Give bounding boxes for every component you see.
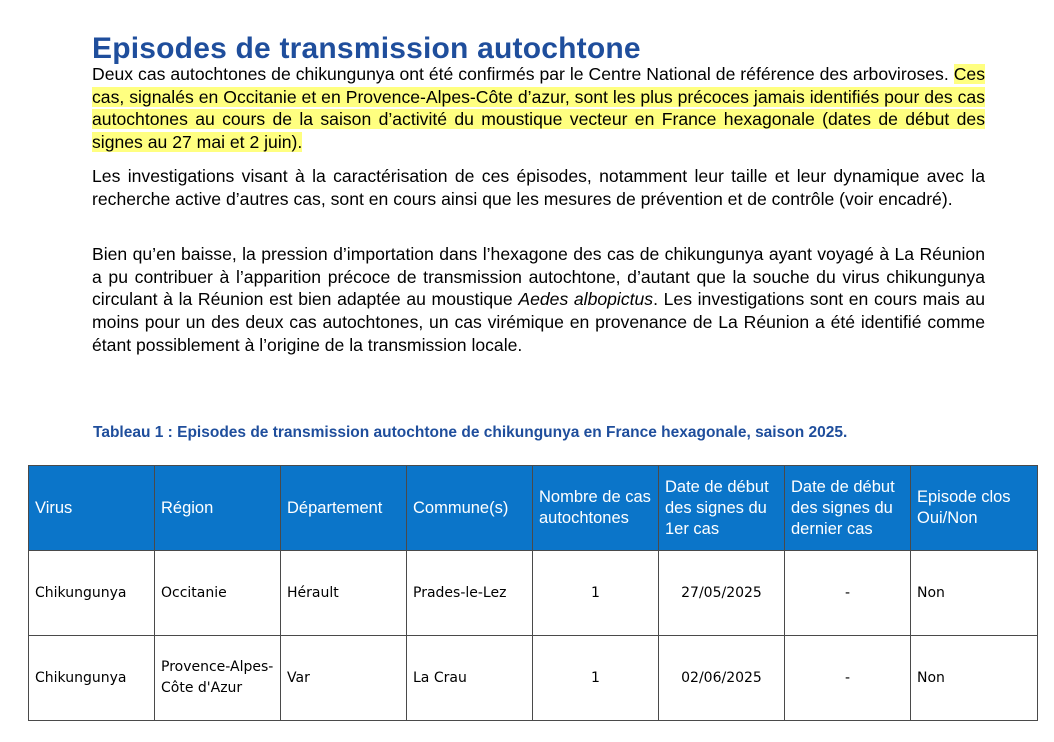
paragraph-2: Les investigations visant à la caractérisation de ces épisodes, notamment leur taille et leur dynamique avec la recherche active d’autres cas, sont en cours ainsi que les mesures de prévention et de contrôle (voir encadré). bbox=[92, 166, 985, 209]
cell-date-premier-cas: 02/06/2025 bbox=[659, 636, 785, 721]
table-row bbox=[29, 551, 1038, 636]
header-episode-clos: Episode clos Oui/Non bbox=[911, 466, 1038, 551]
header-date-premier-cas: Date de début des signes du 1er cas bbox=[659, 466, 785, 551]
paragraph-3 bbox=[92, 243, 985, 357]
header-virus: Virus bbox=[29, 466, 155, 551]
paragraph-1-text: Deux cas autochtones de chikungunya ont été confirmés par le Centre National de référence des arboviroses. bbox=[92, 64, 949, 84]
cell-nombre-cas: 1 bbox=[533, 551, 659, 636]
cell-nombre-cas: 1 bbox=[533, 636, 659, 721]
table-caption: Tableau 1 : Episodes de transmission autochtone de chikungunya en France hexagonale, saison 2025. bbox=[93, 424, 848, 441]
cell-episode-clos: Non bbox=[911, 551, 1038, 636]
paragraph-3-text: Bien qu’en baisse, la pression d’importation dans l’hexagone des cas de chikungunya ayant voyagé à La Réunion a pu contribuer à l’apparition précoce de transmission autochtone, d’autant que la souche du virus chikungunya circulant à la Réunion est bien adaptée au moustique bbox=[92, 244, 985, 310]
paragraph-1 bbox=[92, 63, 985, 154]
cell-communes: Prades-le-Lez bbox=[407, 551, 533, 636]
species-name: Aedes albopictus bbox=[518, 289, 654, 310]
page-title: Episodes de transmission autochtone bbox=[92, 32, 641, 66]
cell-region: Provence-Alpes-Côte d'Azur bbox=[155, 636, 281, 721]
cell-date-premier-cas: 27/05/2025 bbox=[659, 551, 785, 636]
header-departement: Département bbox=[281, 466, 407, 551]
cell-date-dernier-cas: - bbox=[785, 636, 911, 721]
header-region: Région bbox=[155, 466, 281, 551]
cell-departement: Var bbox=[281, 636, 407, 721]
cell-departement: Hérault bbox=[281, 551, 407, 636]
header-nombre-cas: Nombre de cas autochtones bbox=[533, 466, 659, 551]
cell-virus: Chikungunya bbox=[29, 551, 155, 636]
cell-date-dernier-cas: - bbox=[785, 551, 911, 636]
cell-region: Occitanie bbox=[155, 551, 281, 636]
episodes-table bbox=[28, 465, 1038, 721]
header-communes: Commune(s) bbox=[407, 466, 533, 551]
paragraph-3-text-end: . Les investigations sont en cours mais au moins pour un des deux cas autochtones, un cas virémique en provenance de La Réunion a été identifié comme étant possiblement à l’origine de la transmission locale. bbox=[92, 289, 985, 355]
table-header-row bbox=[29, 466, 1038, 551]
cell-communes: La Crau bbox=[407, 636, 533, 721]
table-row bbox=[29, 636, 1038, 721]
highlighted-text: Ces cas, signalés en Occitanie et en Provence-Alpes-Côte d’azur, sont les plus précoces jamais identifiés pour des cas autochtones au cours de la saison d’activité du moustique vecteur en France hexagonale (dates de début des signes au 27 mai et 2 juin). bbox=[92, 64, 986, 153]
cell-episode-clos: Non bbox=[911, 636, 1038, 721]
cell-virus: Chikungunya bbox=[29, 636, 155, 721]
header-date-dernier-cas: Date de début des signes du dernier cas bbox=[785, 466, 911, 551]
